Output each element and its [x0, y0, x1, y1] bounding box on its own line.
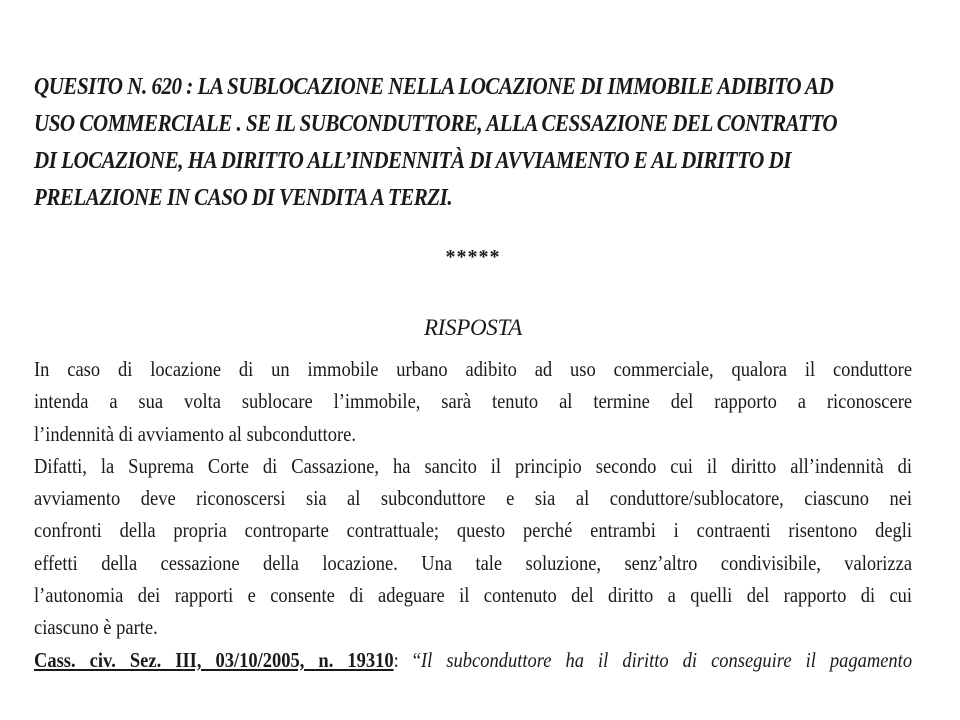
paragraph-2-line-1: Difatti, la Suprema Corte di Cassazione, ha sancito il principio secondo cui il diritto all’indennità di: [34, 453, 913, 478]
paragraph-1-line-1: In caso di locazione di un immobile urbano adibito ad uso commerciale, qualora il conduttore: [34, 357, 913, 381]
citation-reference: Cass. civ. Sez. III, 03/10/2005, n. 19310: [34, 647, 394, 672]
title-line-1: QUESITO N. 620 : LA SUBLOCAZIONE NELLA LOCAZIONE DI IMMOBILE ADIBITO AD: [34, 73, 834, 100]
citation-quote: Il subconduttore ha il diritto di conseguire il pagamento: [421, 647, 913, 672]
paragraph-2-line-6: ciascuno è parte.: [34, 615, 158, 640]
paragraph-2-line-5: l’autonomia dei rapporti e consente di adeguare il contenuto del diritto a quelli del rapporto di cui: [34, 583, 913, 608]
citation-separator: : “: [393, 647, 422, 672]
paragraph-1-line-3: l’indennità di avviamento al subconduttore.: [34, 421, 356, 446]
citation-line: [34, 644, 912, 676]
paragraph-1-line-2: intenda a sua volta sublocare l’immobile, sarà tenuto al termine del rapporto a riconoscere: [34, 389, 913, 414]
title-line-3: DI LOCAZIONE, HA DIRITTO ALL’INDENNITÀ DI AVVIAMENTO E AL DIRITTO DI: [34, 147, 791, 174]
section-heading: RISPOSTA: [423, 315, 523, 340]
document-title: [34, 68, 911, 216]
paragraph-2-line-3: confronti della propria controparte contrattuale; questo perché entrambi i contraenti risentono degli: [34, 518, 913, 543]
title-line-4: PRELAZIONE IN CASO DI VENDITA A TERZI.: [34, 184, 453, 211]
paragraph-2-line-2: avviamento deve riconoscersi sia al subconduttore e sia al conduttore/sublocatore, ciascuno nei: [34, 486, 913, 511]
answer-body: [34, 353, 912, 676]
section-separator: *****: [445, 246, 501, 268]
paragraph-2-line-4: effetti della cessazione della locazione. Una tale soluzione, senz’altro condivisibile, valorizza: [34, 550, 913, 575]
title-line-2: USO COMMERCIALE . SE IL SUBCONDUTTORE, ALLA CESSAZIONE DEL CONTRATTO: [34, 110, 838, 137]
